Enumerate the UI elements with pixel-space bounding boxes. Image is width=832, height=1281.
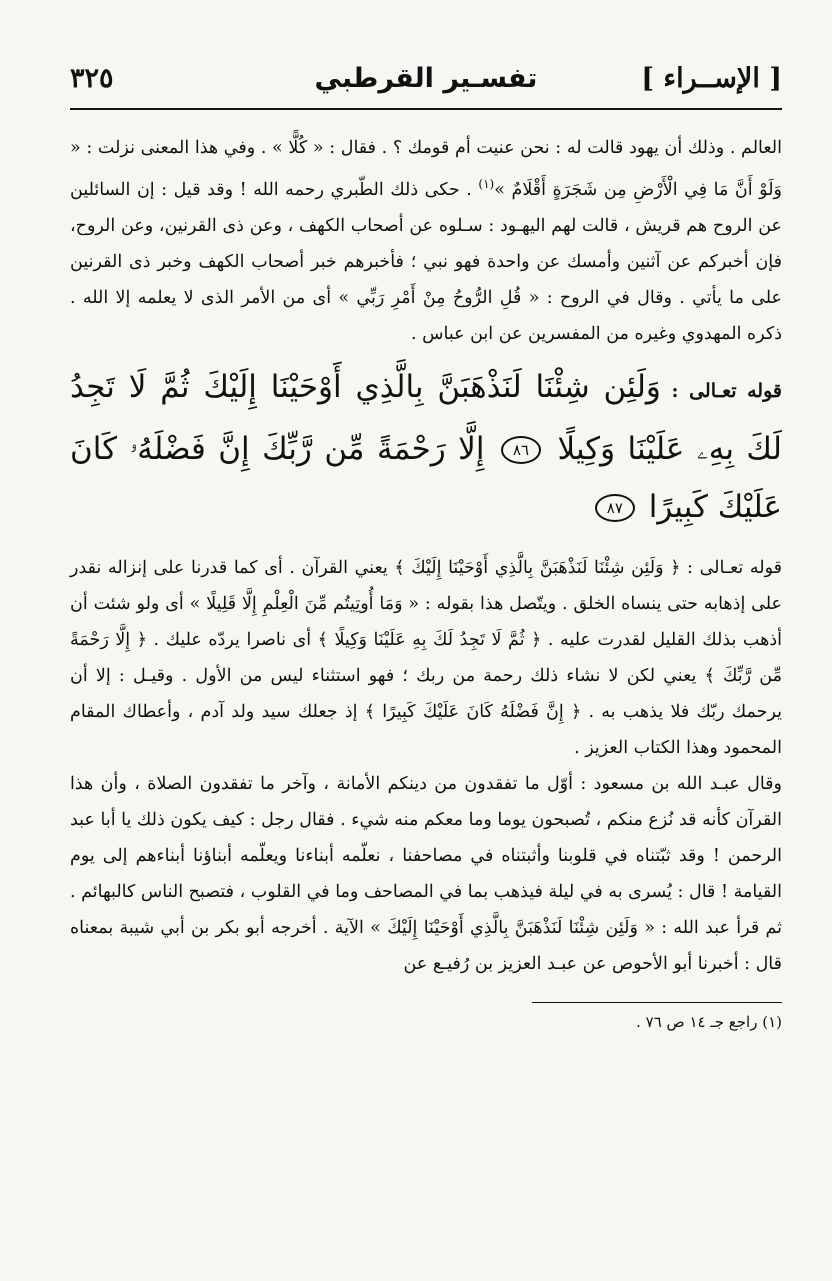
- paragraph-3: وقال عبـد الله بن مسعود : أوّل ما تفقدون من دينكم الأمانة ، وآخر ما تفقدون الصلاة ، وأن هذا القرآن كأنه قد نُزع منكم ، تُصبحون يوما وما معكم منه شيء . فقال رجل : كيف يكون ذلك يا أبا عبد الرحمن ! وقد ثبّتناه في قلوبنا وأثبتناه في مصاحفنا ، نعلّمه أبناءنا ويعلّمه أبناؤنا أبناءهم إلى يوم القيامة ! قال : يُسرى به في ليلة فيذهب بما في المصاحف وما في القلوب ، فتصبح الناس كالبهائم . ثم قرأ عبد الله : « وَلَئِن شِئْنَا لَنَذْهَبَنَّ بِالَّذِي أَوْحَيْنَا إِلَيْكَ » الآية . أخرجه أبو بكر بن أبي شيبة بمعناه قال : أخبرنا أبو الأحوص عن عبـد العزيز بن رُفيـع عن: [70, 773, 782, 974]
- header-divider: [70, 108, 782, 110]
- book-page: [70, 52, 782, 1252]
- footnote-divider: [532, 1002, 782, 1003]
- footnote: (١) راجع جـ ١٤ ص ٧٦ .: [636, 1012, 782, 1031]
- commentary-text: [70, 550, 782, 982]
- page-header: [70, 52, 782, 104]
- book-title: تفسـير القرطبي: [314, 62, 538, 94]
- paragraph-2: قوله تعـالى : ﴿ وَلَئِن شِئْنَا لَنَذْهَبَنَّ بِالَّذِي أَوْحَيْنَا إِلَيْكَ ﴾ يعني القرآن . أى كما قدرنا على إنزاله نقدر على إذهابه حتى ينساه الخلق . ويتّصل هذا بقوله : « وَمَا أُوتِيتُم مِّنَ الْعِلْمِ إِلَّا قَلِيلًا » أى ولو شئت أن أذهب بذلك القليل لقدرت عليه . ﴿ ثُمَّ لَا تَجِدُ لَكَ بِهِ عَلَيْنَا وَكِيلًا ﴾ أى ناصرا يردّه عليك . ﴿ إِلَّا رَحْمَةً مِّن رَّبِّكَ ﴾ يعني لكن لا نشاء ذلك رحمة من ربك ؛ فهو استثناء ليس من الأول . وقيـل : إلا أن يرحمك ربّك فلا يذهب به . ﴿ إِنَّ فَضْلَهُ كَانَ عَلَيْكَ كَبِيرًا ﴾ إذ جعلك سيد ولد آدم ، وأعطاك المقام المحمود وهذا الكتاب العزيز .: [70, 557, 782, 758]
- ayah-number-86: ٨٦: [501, 436, 541, 464]
- surah-name: [ الإســراء ]: [641, 62, 782, 94]
- quran-verse-block: [70, 358, 782, 536]
- paragraph-1-rest: . حكى ذلك الطّبري رحمه الله ! وقد قيل : إن السائلين عن الروح هم قريش ، قالت لهم اليهـود : سـلوه عن أصحاب الكهف ، وعن ذى القرنين، وعن الروح، فإن أخبركم عن آثنين وأمسك عن واحدة فهو نبي ؛ فأخبرهم خبر أصحاب الكهف وخبر ذى القرنين على ما يأتي . وقال في الروح : « قُلِ الرُّوحُ مِنْ أَمْرِ رَبِّي » أى من الأمر الذى لا يعلمه إلا الله . ذكره المهدوي وغيره من المفسرين عن ابن عباس .: [70, 179, 782, 344]
- verse-intro: قوله تعـالى :: [660, 379, 782, 402]
- ayah-number-87: ٨٧: [595, 494, 635, 522]
- footnote-marker: (١): [478, 177, 495, 191]
- paragraph-1-start: العالم . وذلك أن يهود قالت له : نحن عنيت أم قومك ؟ . فقال : « كُلًّا » . وفي هذا المعنى نزلت : « وَلَوْ أَنَّ مَا فِي الْأَرْضِ مِن شَجَرَةٍ أَقْلَامٌ »: [70, 138, 782, 200]
- verse-87-text: إِلَّا رَحْمَةً مِّن رَّبِّكَ إِنَّ فَضْلَهُۥ كَانَ عَلَيْكَ كَبِيرًا: [70, 430, 782, 525]
- page-number: ٣٢٥: [70, 62, 114, 94]
- paragraph-1: [70, 130, 782, 352]
- verse-86-text: وَلَئِن شِئْنَا لَنَذْهَبَنَّ بِالَّذِي أَوْحَيْنَا إِلَيْكَ ثُمَّ لَا تَجِدُ لَكَ بِهِۦ عَلَيْنَا وَكِيلًا: [70, 368, 782, 467]
- main-text: [70, 130, 782, 352]
